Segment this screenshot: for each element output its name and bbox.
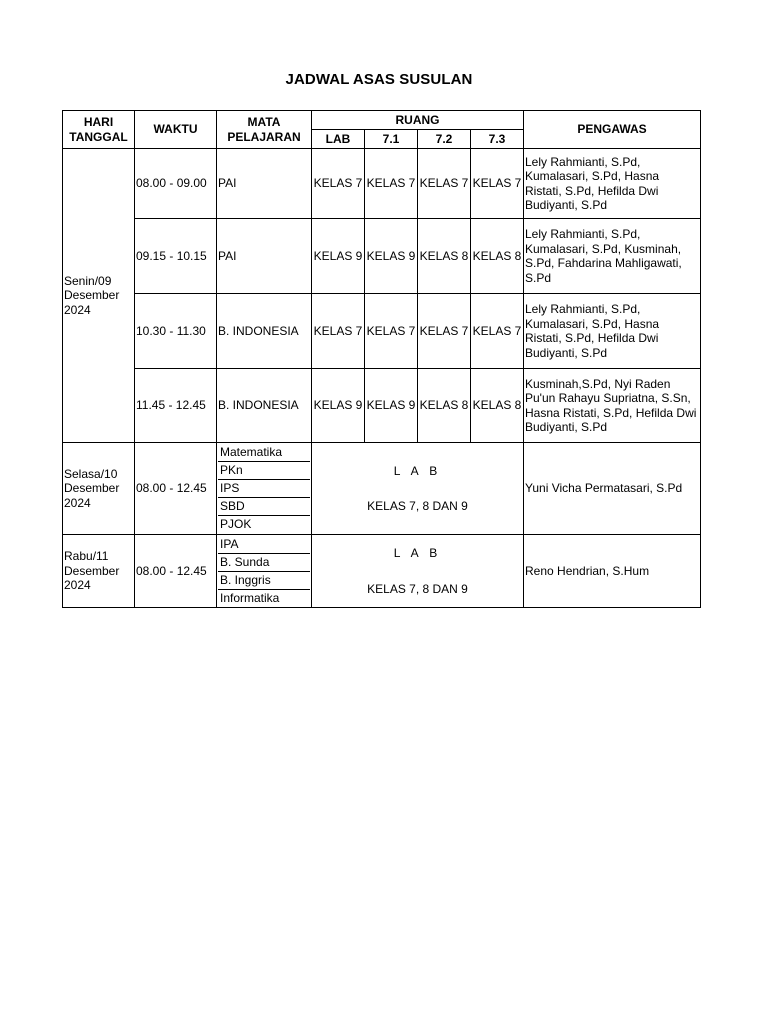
subject-list-cell (217, 443, 312, 535)
day-date-cell: Rabu/11 Desember 2024 (63, 535, 135, 608)
header-waktu: WAKTU (135, 111, 217, 149)
room-lab-block (313, 464, 522, 514)
room-7-3-cell: KELAS 7 (471, 149, 524, 219)
room-merged-cell (312, 443, 524, 535)
table-row (63, 369, 701, 443)
room-7-1-cell: KELAS 9 (365, 219, 418, 294)
pengawas-cell: Lely Rahmianti, S.Pd, Kumalasari, S.Pd, Hasna Ristati, S.Pd, Hefilda Dwi Budiyanti, S.Pd (524, 294, 701, 369)
room-7-1-cell: KELAS 7 (365, 149, 418, 219)
pengawas-cell: Yuni Vicha Permatasari, S.Pd (524, 443, 701, 535)
subject-list (218, 444, 310, 533)
subject-cell: PAI (217, 149, 312, 219)
room-7-3-cell: KELAS 7 (471, 294, 524, 369)
room-7-1-cell: KELAS 9 (365, 369, 418, 443)
subject-list-cell (217, 535, 312, 608)
day-date-cell: Selasa/10 Desember 2024 (63, 443, 135, 535)
header-room-7-3: 7.3 (471, 130, 524, 149)
subject-cell: B. INDONESIA (217, 369, 312, 443)
subject-item: Informatika (220, 590, 280, 605)
subject-item: SBD (218, 498, 310, 516)
subject-list (218, 536, 310, 607)
waktu-cell: 08.00 - 12.45 (135, 443, 217, 535)
table-row (63, 219, 701, 294)
table-row (63, 149, 701, 219)
subject-item: IPA (218, 536, 310, 554)
subject-item: PJOK (220, 517, 252, 531)
room-lab-cell: KELAS 7 (312, 149, 365, 219)
room-classes: KELAS 7, 8 DAN 9 (367, 499, 468, 513)
subject-item: B. Inggris (218, 572, 310, 590)
room-7-2-cell: KELAS 7 (418, 294, 471, 369)
header-room-7-2: 7.2 (418, 130, 471, 149)
document-title: JADWAL ASAS SUSULAN (285, 71, 473, 88)
header-lab: LAB (312, 130, 365, 149)
pengawas-cell: Reno Hendrian, S.Hum (524, 535, 701, 608)
room-7-2-cell: KELAS 8 (418, 369, 471, 443)
pengawas-cell: Lely Rahmianti, S.Pd, Kumalasari, S.Pd, Hasna Ristati, S.Pd, Hefilda Dwi Budiyanti, S.Pd (524, 149, 701, 219)
waktu-cell: 08.00 - 12.45 (135, 535, 217, 608)
pengawas-cell: Lely Rahmianti, S.Pd, Kumalasari, S.Pd, Kusminah, S.Pd, Fahdarina Mahligawati, S.Pd (524, 219, 701, 294)
pengawas-cell: Kusminah,S.Pd, Nyi Raden Pu'un Rahayu Supriatna, S.Sn, Hasna Ristati, S.Pd, Hefilda Dwi Budiyanti, S.Pd (524, 369, 701, 443)
room-lab-title: L A B (393, 463, 442, 478)
day-date-cell: Senin/09 Desember 2024 (63, 149, 135, 443)
subject-item: Matematika (218, 444, 310, 462)
room-7-2-cell: KELAS 7 (418, 149, 471, 219)
room-lab-title: L A B (393, 546, 442, 560)
table-row (63, 294, 701, 369)
waktu-cell: 08.00 - 09.00 (135, 149, 217, 219)
subject-item: PKn (218, 462, 310, 480)
room-lab-cell: KELAS 9 (312, 219, 365, 294)
room-7-3-cell: KELAS 8 (471, 369, 524, 443)
table-row (63, 443, 701, 535)
waktu-cell: 11.45 - 12.45 (135, 369, 217, 443)
subject-item: B. Sunda (218, 554, 310, 572)
subject-cell: PAI (217, 219, 312, 294)
room-merged-cell (312, 535, 524, 608)
room-7-3-cell: KELAS 8 (471, 219, 524, 294)
room-lab-cell: KELAS 9 (312, 369, 365, 443)
header-pengawas: PENGAWAS (524, 111, 701, 149)
header-hari-tanggal: HARI TANGGAL (63, 111, 135, 149)
room-7-2-cell: KELAS 8 (418, 219, 471, 294)
header-ruang: RUANG (312, 111, 524, 130)
room-classes: KELAS 7, 8 DAN 9 (367, 581, 468, 596)
subject-item: IPS (218, 480, 310, 498)
header-mata-pelajaran: MATA PELAJARAN (217, 111, 312, 149)
header-row-1 (63, 111, 701, 130)
subject-cell: B. INDONESIA (217, 294, 312, 369)
waktu-cell: 09.15 - 10.15 (135, 219, 217, 294)
room-lab-cell: KELAS 7 (312, 294, 365, 369)
header-room-7-1: 7.1 (365, 130, 418, 149)
waktu-cell: 10.30 - 11.30 (135, 294, 217, 369)
room-7-1-cell: KELAS 7 (365, 294, 418, 369)
room-lab-block (313, 546, 522, 596)
table-row (63, 535, 701, 608)
schedule-table (62, 110, 701, 608)
